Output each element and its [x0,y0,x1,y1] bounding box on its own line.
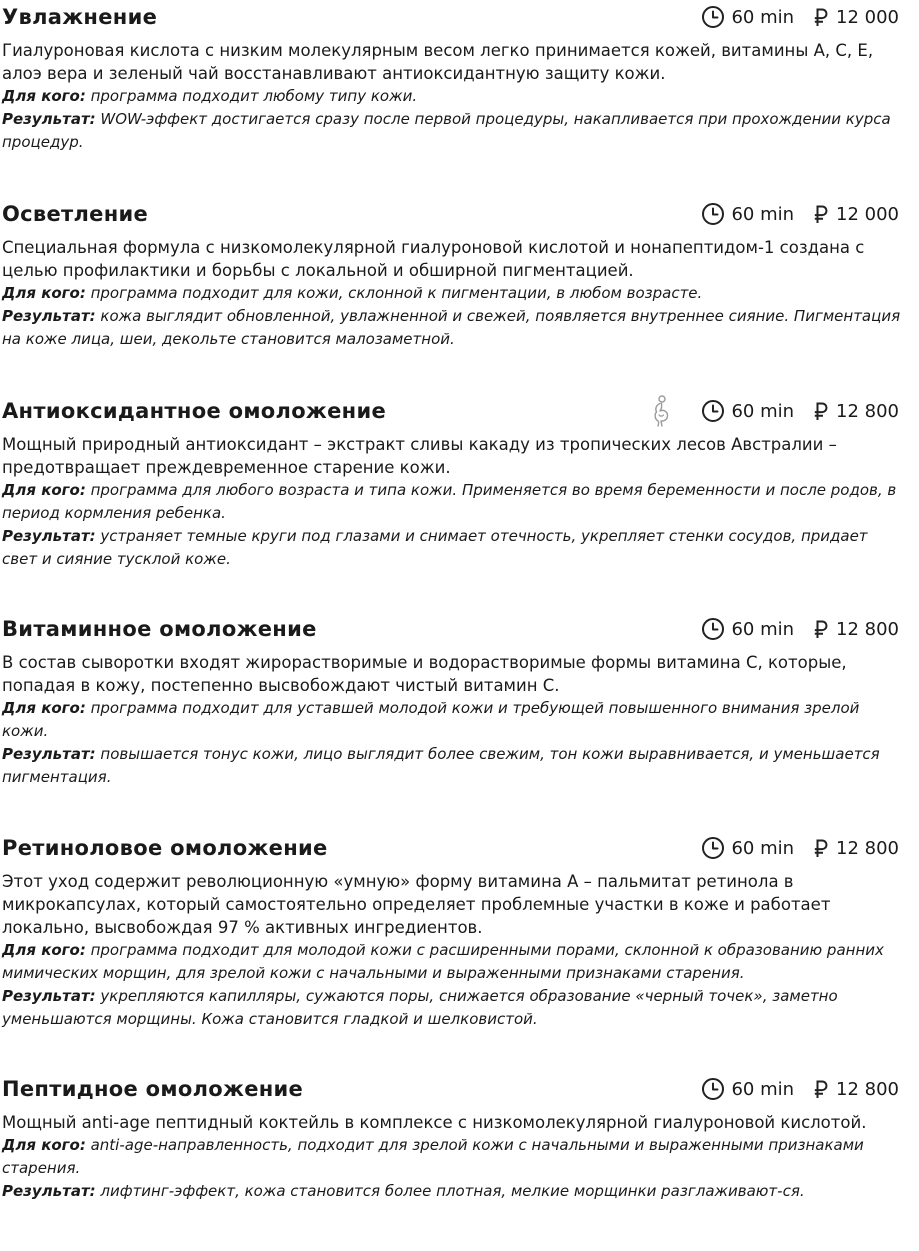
service-description: Этот уход содержит революционную «умную» форму витамина А – пальмитат ретинола в микрокапсулах, который самостоятельно определяет проблемные участки в коже и работает локально, высвобождая 97 % активных ингредиентов. [2,872,831,937]
duration-value: 60 min [731,203,795,225]
target-label: Для кого: [2,87,86,105]
pregnancy-icon [650,395,672,427]
service-meta [701,1072,899,1106]
service-meta [701,197,899,231]
service-body [2,651,902,789]
service-title: Осветление [2,202,149,226]
target-text: программа подходит любому типу кожи. [85,87,418,105]
result-line [2,1180,902,1203]
service-body [2,39,902,154]
result-text: лифтинг-эффект, кожа становится более плотная, мелкие морщинки разглаживают-ся. [95,1182,805,1200]
result-label: Результат: [2,1182,96,1200]
service-header [0,1072,904,1106]
service-card [0,1072,904,1198]
clock-icon [701,399,725,423]
service-body [2,870,902,1031]
ruble-icon [814,1080,828,1099]
result-label: Результат: [2,987,96,1005]
result-line [2,108,902,154]
duration-value: 60 min [731,6,795,28]
ruble-icon [814,205,828,224]
target-text: anti-age-направленность, подходит для зрелой кожи с начальными и выраженными признаками старения. [2,1136,864,1177]
service-header [0,197,904,231]
service-title: Ретиноловое омоложение [2,836,328,860]
service-header [0,394,904,428]
result-line [2,305,902,351]
result-label: Результат: [2,307,96,325]
result-text: WOW-эффект достигается сразу после первой процедуры, накапливается при прохождении курса процедур. [2,110,891,151]
result-line [2,985,902,1031]
price-value: 12 800 [836,618,899,640]
result-text: устраняет темные круги под глазами и снимает отечность, укрепляет стенки сосудов, придает свет и сияние тусклой коже. [2,527,868,568]
target-label: Для кого: [2,699,86,717]
target-line [2,697,902,743]
result-line [2,525,902,571]
service-title: Витаминное омоложение [2,617,317,641]
service-body [2,236,902,351]
service-title: Антиоксидантное омоложение [2,399,387,423]
service-card [0,197,904,346]
service-description: Мощный природный антиоксидант – экстракт сливы какаду из тропических лесов Австралии – предотвращает преждевременное старение кожи. [2,435,837,477]
service-body [2,1111,902,1203]
clock-icon [701,202,725,226]
ruble-icon [814,620,828,639]
service-card [0,831,904,1026]
target-line [2,939,902,985]
result-text: кожа выглядит обновленной, увлажненной и свежей, появляется внутреннее сияние. Пигментация на коже лица, шеи, декольте становится малозаметной. [2,307,901,348]
result-label: Результат: [2,745,96,763]
service-description: Гиалуроновая кислота с низким молекулярным весом легко принимается кожей, витамины А, С, Е, алоэ вера и зеленый чай восстанавливают антиоксидантную защиту кожи. [2,41,874,83]
duration-value: 60 min [731,837,795,859]
duration-value: 60 min [731,400,795,422]
target-line [2,1134,902,1180]
service-header [0,0,904,34]
service-meta [701,612,899,646]
service-body [2,433,902,571]
service-description: Мощный anti-age пептидный коктейль в комплексе с низкомолекулярной гиалуроновой кислотой. [2,1113,867,1132]
result-line [2,743,902,789]
price-value: 12 800 [836,837,899,859]
price-value: 12 000 [836,6,899,28]
target-label: Для кого: [2,1136,86,1154]
service-card [0,394,904,566]
service-meta [701,0,899,34]
ruble-icon [814,8,828,27]
target-line [2,479,902,525]
target-label: Для кого: [2,481,86,499]
target-label: Для кого: [2,284,86,302]
duration-value: 60 min [731,1078,795,1100]
clock-icon [701,617,725,641]
result-label: Результат: [2,110,96,128]
service-description: В состав сыворотки входят жирорастворимые и водорастворимые формы витамина С, которые, попадая в кожу, постепенно высвобождают чистый витамин С. [2,653,847,695]
result-text: укрепляются капилляры, сужаются поры, снижается образование «черный точек», заметно уменьшаются морщины. Кожа становится гладкой и шелковистой. [2,987,838,1028]
target-line [2,85,902,108]
target-text: программа подходит для кожи, склонной к пигментации, в любом возрасте. [85,284,703,302]
service-card [0,0,904,149]
service-title: Пептидное омоложение [2,1077,304,1101]
ruble-icon [814,839,828,858]
price-value: 12 000 [836,203,899,225]
service-description: Специальная формула с низкомолекулярной гиалуроновой кислотой и нонапептидом-1 создана с целью профилактики и борьбы с локальной и обширной пигментацией. [2,238,865,280]
duration-value: 60 min [731,618,795,640]
target-line [2,282,902,305]
price-value: 12 800 [836,400,899,422]
ruble-icon [814,402,828,421]
service-title: Увлажнение [2,5,158,29]
service-card [0,612,904,784]
service-header [0,612,904,646]
price-value: 12 800 [836,1078,899,1100]
target-text: программа подходит для уставшей молодой кожи и требующей повышенного внимания зрелой кожи. [2,699,860,740]
result-text: повышается тонус кожи, лицо выглядит более свежим, тон кожи выравнивается, и уменьшается пигментация. [2,745,880,786]
service-header [0,831,904,865]
service-meta [650,394,899,428]
target-label: Для кого: [2,941,86,959]
clock-icon [701,836,725,860]
clock-icon [701,5,725,29]
result-label: Результат: [2,527,96,545]
service-meta [701,831,899,865]
target-text: программа для любого возраста и типа кожи. Применяется во время беременности и после родов, в период кормления ребенка. [2,481,897,522]
clock-icon [701,1077,725,1101]
target-text: программа подходит для молодой кожи с расширенными порами, склонной к образованию ранних мимических морщин, для зрелой кожи с начальными и выраженными признаками старения. [2,941,884,982]
